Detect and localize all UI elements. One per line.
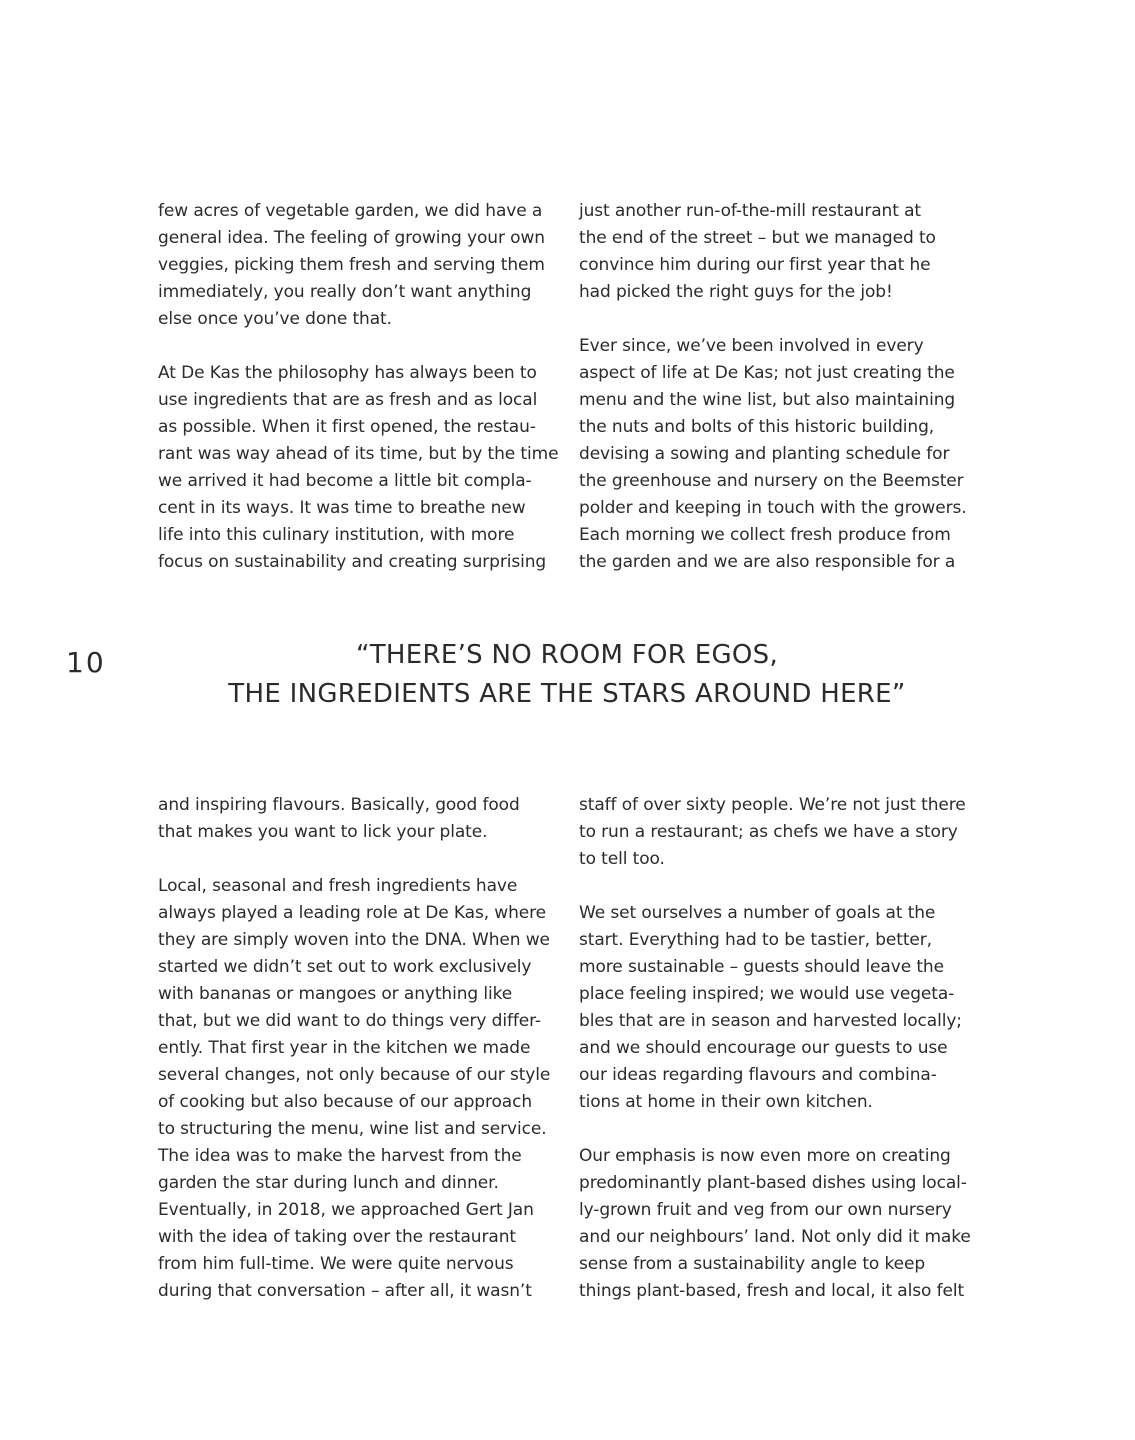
text-line: garden the star during lunch and dinner. bbox=[158, 1173, 499, 1193]
text-line: Local, seasonal and fresh ingredients have bbox=[158, 876, 518, 896]
text-line: that, but we did want to do things very differ- bbox=[158, 1011, 541, 1031]
text-line: of cooking but also because of our approach bbox=[158, 1092, 533, 1112]
text-line: with bananas or mangoes or anything like bbox=[158, 984, 513, 1004]
text-line: bles that are in season and harvested locally; bbox=[579, 1011, 962, 1031]
text-line: and inspiring flavours. Basically, good food bbox=[158, 795, 520, 815]
text-line: always played a leading role at De Kas, where bbox=[158, 903, 547, 923]
text-line: to tell too. bbox=[579, 849, 665, 869]
paragraph-gap bbox=[158, 333, 563, 360]
text-line: from him full-time. We were quite nervous bbox=[158, 1254, 514, 1274]
text-line: few acres of vegetable garden, we did have a bbox=[158, 201, 543, 221]
text-line: that makes you want to lick your plate. bbox=[158, 822, 488, 842]
text-line: the nuts and bolts of this historic building, bbox=[579, 417, 935, 437]
text-line: and we should encourage our guests to use bbox=[579, 1038, 948, 1058]
text-column-top-right bbox=[579, 198, 984, 576]
text-line: the greenhouse and nursery on the Beemster bbox=[579, 471, 964, 491]
text-line: polder and keeping in touch with the growers. bbox=[579, 498, 967, 518]
text-line: staff of over sixty people. We’re not just there bbox=[579, 795, 966, 815]
text-column-bottom-right bbox=[579, 792, 984, 1305]
text-line: life into this culinary institution, with more bbox=[158, 525, 515, 545]
paragraph-gap bbox=[579, 873, 984, 900]
text-column-top-left bbox=[158, 198, 563, 576]
pull-quote-line-2: THE INGREDIENTS ARE THE STARS AROUND HERE” bbox=[228, 679, 906, 709]
paragraph-gap bbox=[158, 846, 563, 873]
text-line: immediately, you really don’t want anything bbox=[158, 282, 532, 302]
text-line: as possible. When it first opened, the restau- bbox=[158, 417, 536, 437]
text-line: aspect of life at De Kas; not just creating the bbox=[579, 363, 955, 383]
text-line: start. Everything had to be tastier, better, bbox=[579, 930, 932, 950]
text-line: convince him during our first year that he bbox=[579, 255, 931, 275]
pull-quote bbox=[158, 636, 976, 714]
text-line: veggies, picking them fresh and serving them bbox=[158, 255, 545, 275]
text-line: At De Kas the philosophy has always been to bbox=[158, 363, 537, 383]
text-line: and our neighbours’ land. Not only did it make bbox=[579, 1227, 971, 1247]
text-line: during that conversation – after all, it wasn’t bbox=[158, 1281, 532, 1301]
text-line: Each morning we collect fresh produce from bbox=[579, 525, 951, 545]
text-line: general idea. The feeling of growing your own bbox=[158, 228, 545, 248]
text-line: our ideas regarding flavours and combina- bbox=[579, 1065, 937, 1085]
page-number: 10 bbox=[66, 646, 106, 679]
pull-quote-line-1: “THERE’S NO ROOM FOR EGOS, bbox=[355, 640, 779, 670]
text-line: tions at home in their own kitchen. bbox=[579, 1092, 873, 1112]
text-line: they are simply woven into the DNA. When we bbox=[158, 930, 550, 950]
text-line: to run a restaurant; as chefs we have a story bbox=[579, 822, 958, 842]
text-line: ly-grown fruit and veg from our own nursery bbox=[579, 1200, 952, 1220]
text-line: use ingredients that are as fresh and as local bbox=[158, 390, 538, 410]
paragraph-gap bbox=[579, 306, 984, 333]
text-line: Our emphasis is now even more on creating bbox=[579, 1146, 951, 1166]
text-line: just another run-of-the-mill restaurant at bbox=[579, 201, 921, 221]
text-line: else once you’ve done that. bbox=[158, 309, 392, 329]
text-line: we arrived it had become a little bit compla- bbox=[158, 471, 532, 491]
text-line: to structuring the menu, wine list and service. bbox=[158, 1119, 547, 1139]
text-line: several changes, not only because of our style bbox=[158, 1065, 551, 1085]
text-line: predominantly plant-based dishes using local- bbox=[579, 1173, 967, 1193]
text-line: the garden and we are also responsible for a bbox=[579, 552, 956, 572]
text-line: ently. That first year in the kitchen we made bbox=[158, 1038, 531, 1058]
text-line: Eventually, in 2018, we approached Gert Jan bbox=[158, 1200, 534, 1220]
text-line: devising a sowing and planting schedule for bbox=[579, 444, 950, 464]
text-line: more sustainable – guests should leave the bbox=[579, 957, 944, 977]
text-line: sense from a sustainability angle to keep bbox=[579, 1254, 926, 1274]
text-line: with the idea of taking over the restaurant bbox=[158, 1227, 516, 1247]
text-line: cent in its ways. It was time to breathe new bbox=[158, 498, 526, 518]
text-line: Ever since, we’ve been involved in every bbox=[579, 336, 924, 356]
text-line: had picked the right guys for the job! bbox=[579, 282, 893, 302]
text-line: rant was way ahead of its time, but by the time bbox=[158, 444, 559, 464]
text-column-bottom-left bbox=[158, 792, 563, 1305]
text-line: menu and the wine list, but also maintaining bbox=[579, 390, 956, 410]
text-line: things plant-based, fresh and local, it also felt bbox=[579, 1281, 965, 1301]
paragraph-gap bbox=[579, 1116, 984, 1143]
text-line: We set ourselves a number of goals at the bbox=[579, 903, 936, 923]
text-line: focus on sustainability and creating surprising bbox=[158, 552, 547, 572]
text-line: started we didn’t set out to work exclusively bbox=[158, 957, 532, 977]
text-line: the end of the street – but we managed to bbox=[579, 228, 936, 248]
text-line: The idea was to make the harvest from the bbox=[158, 1146, 522, 1166]
text-line: place feeling inspired; we would use vegeta- bbox=[579, 984, 955, 1004]
